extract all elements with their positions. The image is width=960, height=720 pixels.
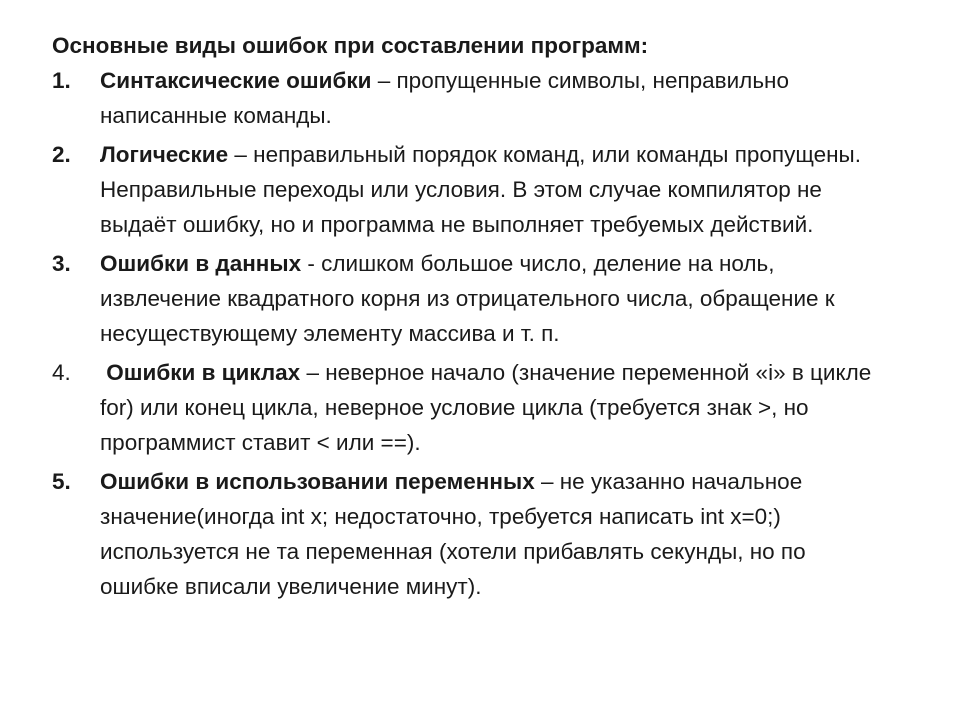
- slide-content: [52, 28, 882, 608]
- list-item-loop-errors: [52, 355, 882, 460]
- list-item-term: Логические: [100, 142, 229, 167]
- list-item-text: - слишком большое число, деление на ноль, извлечение квадратного корня из отрицательного числа, обращение к несуществующему элементу массива и т. п.: [100, 251, 835, 346]
- slide-heading: Основные виды ошибок при составлении программ:: [52, 33, 649, 58]
- list-item-syntax-errors: [52, 63, 882, 133]
- list-item-variable-errors: [52, 464, 882, 604]
- list-item-body: [100, 246, 882, 351]
- list-item-text: – неверное начало (значение переменной «i» в цикле for) или конец цикла, неверное условие цикла (требуется знак >, но программист ставит < или ==).: [100, 360, 872, 455]
- list-item-text: – неправильный порядок команд, или команды пропущены. Неправильные переходы или условия. В этом случае компилятор не выдаёт ошибку, но и программа не выполняет требуемых действий.: [100, 142, 861, 237]
- list-item-term: Ошибки в использовании переменных: [100, 469, 535, 494]
- list-item-term: Ошибки в циклах: [100, 360, 301, 385]
- list-item-number: 1.: [52, 68, 71, 93]
- list-item-term: Синтаксические ошибки: [100, 68, 372, 93]
- list-item-number: 2.: [52, 142, 71, 167]
- list-item-body: [100, 464, 882, 604]
- list-item-number: 4.: [52, 360, 71, 385]
- list-item-logic-errors: [52, 137, 882, 242]
- list-item-text: – не указанно начальное значение(иногда int x; недостаточно, требуется написать int x=0;) используется не та переменная (хотели прибавлять секунды, но по ошибке вписали увеличение минут).: [100, 469, 806, 599]
- list-item-term: Ошибки в данных: [100, 251, 302, 276]
- list-item-body: [100, 355, 882, 460]
- list-item-body: [100, 137, 882, 242]
- list-item-number: 5.: [52, 469, 71, 494]
- list-item-body: [100, 63, 882, 133]
- list-item-number: 3.: [52, 251, 71, 276]
- list-item-text: – пропущенные символы, неправильно написанные команды.: [100, 68, 789, 128]
- error-types-list: [52, 63, 882, 604]
- list-item-data-errors: [52, 246, 882, 351]
